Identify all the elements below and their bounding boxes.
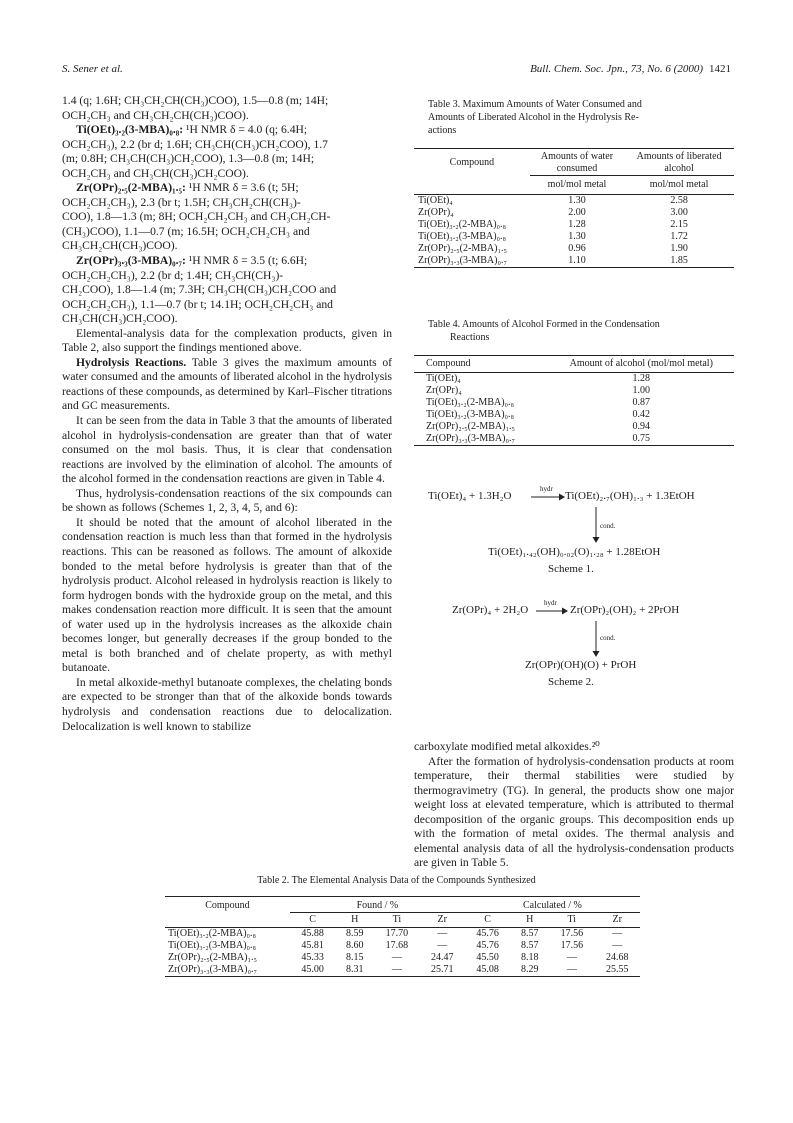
nmr-line: ¹H NMR δ = 3.5 (t; 6.6H; [185,254,308,268]
table-cell-value: 25.71 [430,964,454,975]
scheme1-label: Scheme 1. [548,563,594,575]
table3-header-alcohol: Amounts of liberated [636,151,722,162]
compound-label: Zr(OPr)₂.₅(2-MBA)₁.₅: [76,181,186,195]
table-cell-value: 17.56 [560,940,584,951]
table3-caption [428,98,734,137]
table-cell-water: 2.00 [568,207,586,218]
table-cell-compound: Zr(OPr)₃.₃(3-MBA)₀.₇ [168,964,257,975]
table-cell-value: 45.08 [476,964,499,975]
table-cell-value: — [566,952,577,963]
table-cell-value: 8.57 [520,928,539,939]
table-cell-compound: Ti(OEt)₃.₂(3-MBA)₀.₈ [168,940,257,951]
nmr-line: OCH₂CH₃ and CH₃CH₂CH(CH₃)COO). [62,108,249,122]
table-cell-alcohol: 2.58 [670,195,688,206]
scheme2-down-label: cond. [600,634,616,642]
table3-header-compound: Compound [449,157,495,169]
table2-caption: Table 2. The Elemental Analysis Data of the Compounds Synthesized [257,875,536,886]
table-cell-value: 8.18 [520,952,539,963]
table-cell-water: 1.30 [568,231,586,242]
scheme1-down-label: cond. [600,522,616,530]
compound-label: Zr(OPr)₃.₃(3-MBA)₀.₇: [76,254,186,268]
table-cell-value: 8.31 [345,964,364,975]
nmr-line: ¹H NMR δ = 3.6 (t; 5H; [185,181,299,195]
table-cell-compound: Ti(OEt)₃.₂(3-MBA)₀.₈ [426,409,515,420]
table-cell-water: 1.28 [568,219,586,230]
table2-subheader: C [484,914,491,925]
table-cell-compound: Zr(OPr)₂.₅(2-MBA)₁.₅ [418,243,507,254]
scheme2-reactants: Zr(OPr)₄ + 2H₂O [452,604,529,616]
table-cell-compound: Zr(OPr)₂.₅(2-MBA)₁.₅ [168,952,257,963]
table-cell-value: 25.55 [606,964,629,975]
table-cell-value: 8.57 [520,940,539,951]
nmr-line: COO), 1.8—1.3 (m; 8H; OCH₂CH₂CH₃ and CH₃CH₂CH- [62,210,331,224]
table-cell-value: 8.15 [345,952,364,963]
table2-subheader: H [351,914,359,925]
table-cell-amount: 0.75 [632,433,650,444]
nmr-line: (m; 0.8H; CH₃CH(CH₃)CH₂COO), 1.3—0.8 (m; 14H; [62,152,315,166]
table3-header-water: Amounts of water [540,151,614,162]
table-cell-value: — [437,928,448,939]
table2-subheader: Ti [392,914,402,925]
nmr-line: OCH₂CH₃), 2.2 (br d; 1.6H; CH₃CH(CH₃)CH₂COO), 1.7 [62,137,328,151]
table3 [414,148,734,268]
table-cell-value: 45.50 [476,952,499,963]
paragraph-thus: Thus, hydrolysis-condensation reactions of the six compounds can be shown as follows (Schemes 1, 2, 3, 4, 5, and 6): [62,486,392,515]
table-cell-value: — [612,928,623,939]
table-cell-value: — [566,964,577,975]
table-cell-value: 45.81 [301,940,324,951]
table-cell-amount: 1.28 [632,373,650,384]
table4-header-amount: Amount of alcohol (mol/mol metal) [569,358,713,369]
caption-line: Reactions [450,332,490,343]
running-header-journal [530,63,731,75]
table-cell-alcohol: 1.90 [670,243,688,254]
table-cell-compound: Zr(OPr)₄ [426,385,462,396]
table-row [414,409,734,421]
scheme1-arrow-label: hydr [540,485,553,493]
table2-header-compound: Compound [205,900,250,911]
table-cell-compound: Zr(OPr)₂.₅(2-MBA)₁.₅ [426,421,515,432]
nmr-entry [62,181,392,196]
table-cell-compound: Ti(OEt)₄ [426,373,461,384]
table-cell-water: 0.96 [568,243,586,254]
paragraph-carboxylate: carboxylate modified metal alkoxides.²⁰ [414,740,600,753]
table-cell-compound: Ti(OEt)₃.₂(2-MBA)₀.₈ [168,928,257,939]
scheme2-label: Scheme 2. [548,676,594,688]
table-cell-value: 45.33 [301,952,324,963]
right-column [414,740,734,871]
paragraph-complex: In metal alkoxide-methyl butanoate complexes, the chelating bonds are expected to be stronger than that of the alkoxide bonds towards hydrolysis and condensation reactions due to delocalization. Delocalization is well known to stabilize [62,675,392,733]
scheme2-condensation-product: Zr(OPr)(OH)(O) + PrOH [525,659,637,671]
table-cell-value: 24.68 [606,952,629,963]
table-cell-amount: 0.87 [632,397,650,408]
table-row [414,385,734,397]
running-header-authors: S. Sener et al. [62,63,123,75]
scheme1-condensation-product: Ti(OEt)₁.₄₂(OH)₀.₀₂(O)₁.₂₈ + 1.28EtOH [488,546,661,558]
table-row [414,397,734,409]
table-cell-value: 17.70 [385,928,409,939]
table-row [165,940,640,952]
table-cell-compound: Ti(OEt)₃.₂(3-MBA)₀.₈ [418,231,507,242]
caption-line: Amounts of Liberated Alcohol in the Hydrolysis Re- [428,112,639,123]
table2-subheader: Zr [437,914,447,925]
table-cell-value: — [437,940,448,951]
table-cell-compound: Zr(OPr)₃.₃(3-MBA)₀.₇ [418,255,507,266]
table-cell-value: 45.88 [301,928,324,939]
nmr-line: OCH₂CH₂CH₃), 1.1—0.7 (br t; 14.1H; OCH₂CH₂CH₃ and [62,297,333,311]
table3-unit: mol/mol metal [649,179,709,190]
table-cell-value: — [391,964,402,975]
table-cell-value: 8.59 [345,928,364,939]
paragraph-text: Table 3 gives the maximum amounts of water consumed and the amounts of liberated alcohol in the hydrolysis reactions of these compounds, as determined by Karl–Fischer titrations and GC measurements. [62,355,393,413]
scheme2-arrow-label: hydr [544,599,557,607]
table3-header-water-2: consumed [530,163,624,176]
scheme1-products: Ti(OEt)₂.₇(OH)₁.₃ + 1.3EtOH [565,490,695,502]
scheme2-products: Zr(OPr)₂(OH)₂ + 2PrOH [570,604,680,616]
table-cell-amount: 1.00 [632,385,650,396]
table-cell-compound: Zr(OPr)₄ [418,207,454,218]
left-column [62,94,392,734]
table-cell-value: 45.00 [301,964,324,975]
table-cell-value: — [391,952,402,963]
table4 [414,355,734,446]
paragraph-noted: It should be noted that the amount of alcohol liberated in the condensation reaction is much less than that formed in the hydrolysis reactions. This can be reasoned as follows. The amount of alkoxide bonded to the metal before hydrolysis is greater than that of the hydrolysis product. Alcohol released in hydrolysis reaction is likely to form hydrogen bonds with the hydroxide group on the metal, and this makes condensation reaction more difficult. It is seen that the amount of water used up in the hydrolysis increases as the alkoxide chain becomes longer, but generally decreases if the group bonded to the metal is both branched and of chelate property, as with methyl butanoate. [62,515,392,675]
nmr-line: OCH₂CH₂CH₃), 2.3 (br t; 1.5H; CH₃CH₂CH(CH₃)- [62,195,301,209]
table-cell-value: 17.56 [560,928,584,939]
journal-citation: Bull. Chem. Soc. Jpn., 73, No. 6 (2000) [530,63,703,75]
table2-header-found: Found / % [290,897,465,913]
nmr-line: OCH₂CH₃ and CH₃CH(CH₃)CH₂COO). [62,166,249,180]
table2-subheader: Ti [567,914,577,925]
table-cell-compound: Zr(OPr)₃.₃(3-MBA)₀.₇ [426,433,515,444]
paragraph-seen: It can be seen from the data in Table 3 that the amounts of liberated alcohol in hydrolysis-condensation are greater than that of water consumed on the mol basis. Thus, it is clear that condensation reactions are involved by the elimination of alcohol. The amounts of the alcohol formed in the condensation reactions are given in Table 4. [62,414,392,486]
nmr-line: (CH₃)COO), 1.1—0.7 (m; 16.5H; OCH₂CH₂CH₃ and [62,224,310,238]
table2 [165,896,640,977]
right-arrow-icon [536,606,568,616]
section-heading: Hydrolysis Reactions. [76,355,187,369]
paragraph-after: After the formation of hydrolysis-condensation products at room temperature, their thermal stabilities were studied by thermogravimetry (TG). In general, the products show one major weight loss at elevated temperature, which is attributed to thermal decomposition of the organic groups. This decomposition ends up with the formation of metal oxides. The thermal analysis and elemental analysis data of all the hydrolysis-condensation products are given in Table 5. [414,754,734,870]
table-row [414,231,734,243]
table2-subheader: C [309,914,316,925]
nmr-line: CH₃CH(CH₃)CH₂COO). [62,312,178,326]
table-cell-alcohol: 3.00 [670,207,688,218]
table-cell-alcohol: 1.72 [670,231,688,242]
table2-subheader: Zr [612,914,622,925]
table-cell-alcohol: 2.15 [670,219,688,230]
table-row [414,373,734,386]
table-cell-water: 1.10 [568,255,586,266]
nmr-entry [62,254,392,269]
table-row [414,207,734,219]
paragraph-hydrolysis [62,356,392,414]
table3-header-alcohol-2: alcohol [624,163,734,176]
table-cell-amount: 0.94 [632,421,650,432]
table3-unit: mol/mol metal [547,179,607,190]
table-cell-value: — [612,940,623,951]
table-row [414,255,734,268]
table-row [414,433,734,446]
table4-header-compound: Compound [426,358,471,369]
nmr-line: CH₂COO), 1.8—1.4 (m; 7.3H; CH₃CH(CH₃)CH₂COO and [62,283,337,297]
table-cell-water: 1.30 [568,195,586,206]
table-row [414,421,734,433]
table-cell-value: 24.47 [430,952,454,963]
table-cell-alcohol: 1.85 [670,255,688,266]
table-cell-value: 8.29 [520,964,539,975]
page-number: 1421 [709,63,731,75]
table-cell-compound: Ti(OEt)₄ [418,195,453,206]
table-row [414,219,734,231]
caption-line: Table 4. Amounts of Alcohol Formed in the Condensation [428,319,660,330]
table-row [165,952,640,964]
nmr-line: OCH₂CH₂CH₃), 2.2 (br d; 1.4H; CH₃CH(CH₃)- [62,268,284,282]
table-row [414,195,734,208]
caption-line: Table 3. Maximum Amounts of Water Consumed and [428,99,642,110]
paragraph-elemental: Elemental-analysis data for the complexation products, given in Table 2, also support the findings mentioned above. [62,326,392,355]
nmr-entry [62,123,392,138]
compound-label: Ti(OEt)₃.₂(3-MBA)₀.₈: [76,123,184,137]
table2-header-calculated: Calculated / % [465,897,640,913]
table-cell-value: 8.60 [345,940,364,951]
table-row [165,964,640,977]
nmr-line: 1.4 (q; 1.6H; CH₃CH₂CH(CH₃)COO), 1.5—0.8 (m; 14H; [62,94,329,107]
table2-subheader: H [526,914,534,925]
table-cell-amount: 0.42 [632,409,650,420]
table-cell-value: 45.76 [476,940,499,951]
scheme1-reactants: Ti(OEt)₄ + 1.3H₂O [428,490,512,502]
nmr-line: CH₃CH₂CH(CH₃)COO). [62,239,178,253]
caption-line: actions [428,125,457,136]
right-arrow-icon [531,492,565,502]
table-cell-compound: Ti(OEt)₃.₂(2-MBA)₀.₈ [418,219,507,230]
table-cell-compound: Ti(OEt)₃.₂(2-MBA)₀.₈ [426,397,515,408]
table-cell-value: 17.68 [385,940,409,951]
nmr-line: ¹H NMR δ = 4.0 (q; 6.4H; [183,123,308,137]
table-row [414,243,734,255]
table-row [165,928,640,941]
table4-caption [428,318,734,344]
table-cell-value: 45.76 [476,928,499,939]
